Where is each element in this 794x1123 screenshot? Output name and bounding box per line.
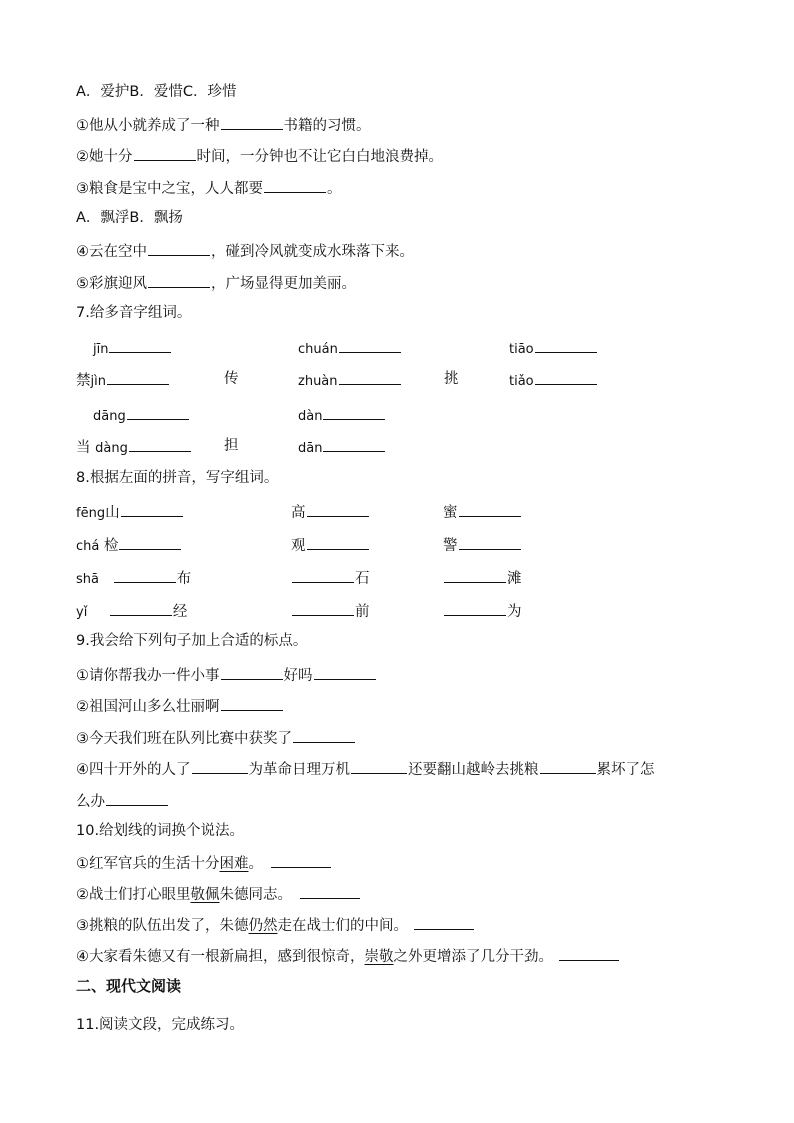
q7-tiao3: tiǎo [509, 369, 598, 392]
q8-shi: 石 [291, 567, 370, 589]
answer-blank[interactable] [134, 145, 196, 161]
q8-feng: fēng山 [76, 501, 184, 524]
q8-yi: yǐ 经 [76, 600, 187, 623]
answer-blank[interactable] [221, 695, 283, 711]
q9-title: 9.我会给下列句子加上合适的标点。 [76, 633, 308, 649]
q8-tan: 滩 [443, 567, 522, 589]
q7-chuan2: chuán [298, 337, 402, 360]
answer-blank[interactable] [292, 600, 354, 616]
q8-mi: 蜜 [443, 501, 522, 523]
q8-guan: 观 [291, 534, 370, 556]
q11-title: 11.阅读文段，完成练习。 [76, 1017, 245, 1033]
q8-sha: shā 布 [76, 567, 191, 590]
answer-blank[interactable] [300, 883, 360, 899]
answer-blank[interactable] [339, 337, 401, 353]
answer-blank[interactable] [351, 758, 407, 774]
q9-sentence-3: ③今天我们班在队列比赛中获奖了 [76, 727, 356, 749]
answer-blank[interactable] [110, 600, 172, 616]
q7-dan-char: 担 [224, 438, 239, 454]
answer-blank[interactable] [106, 790, 168, 806]
q7-chuan-char: 传 [224, 371, 239, 387]
q6-sentence-3: ③粮食是宝中之宝，人人都要 。 [76, 177, 342, 199]
q8-jing: 警 [443, 534, 522, 556]
answer-blank[interactable] [459, 534, 521, 550]
answer-blank[interactable] [109, 337, 171, 353]
q8-cha: chá 检 [76, 534, 182, 557]
q10-sentence-1: ①红军官兵的生活十分困难。 [76, 852, 332, 874]
answer-blank[interactable] [540, 758, 596, 774]
q8-wei: 为 [443, 600, 522, 622]
q10-sentence-4: ④大家看朱德又有一根新扁担，感到很惊奇，崇敬之外更增添了几分干劲。 [76, 945, 620, 967]
q9-sentence-2: ②祖国河山多么壮丽啊 [76, 695, 284, 717]
q7-tiao-char: 挑 [444, 371, 459, 387]
answer-blank[interactable] [119, 534, 181, 550]
answer-blank[interactable] [323, 404, 385, 420]
answer-blank[interactable] [292, 567, 354, 583]
answer-blank[interactable] [114, 567, 176, 583]
options-line-1: A．爱护B．爱惜C．珍惜 [76, 84, 237, 100]
answer-blank[interactable] [107, 369, 169, 385]
q7-jin1: jīn [93, 337, 172, 360]
q7-tiao1: tiāo [509, 337, 598, 360]
answer-blank[interactable] [307, 501, 369, 517]
q10-sentence-2: ②战士们打心眼里敬佩朱德同志。 [76, 883, 361, 905]
q6-sentence-1: ①他从小就养成了一种 书籍的习惯。 [76, 114, 371, 136]
answer-blank[interactable] [339, 369, 401, 385]
answer-blank[interactable] [221, 114, 283, 130]
answer-blank[interactable] [444, 567, 506, 583]
q7-dan1: dān [298, 436, 386, 459]
options-line-2: A．飘浮B．飘扬 [76, 210, 183, 226]
q10-title: 10.给划线的词换个说法。 [76, 823, 245, 839]
answer-blank[interactable] [148, 272, 210, 288]
q10-sentence-3: ③挑粮的队伍出发了，朱德仍然走在战士们的中间。 [76, 914, 475, 936]
q9-sentence-1: ①请你帮我办一件小事 好吗 [76, 664, 377, 686]
q9-sentence-4: ④四十开外的人了 为革命日理万机 还要翻山越岭去挑粮 累坏了怎 [76, 758, 655, 780]
answer-blank[interactable] [221, 664, 283, 680]
answer-blank[interactable] [293, 727, 355, 743]
q6-sentence-5: ⑤彩旗迎风 ，广场显得更加美丽。 [76, 272, 356, 294]
answer-blank[interactable] [192, 758, 248, 774]
answer-blank[interactable] [127, 404, 189, 420]
answer-blank[interactable] [264, 177, 326, 193]
q6-sentence-2: ②她十分 时间，一分钟也不让它白白地浪费掉。 [76, 145, 443, 167]
answer-blank[interactable] [535, 337, 597, 353]
answer-blank[interactable] [559, 945, 619, 961]
underlined-word: 敬佩 [190, 887, 220, 903]
answer-blank[interactable] [414, 914, 474, 930]
q7-dang1: dāng [93, 404, 190, 427]
answer-blank[interactable] [148, 240, 210, 256]
underlined-word: 崇敬 [364, 949, 394, 965]
answer-blank[interactable] [129, 436, 191, 452]
q6-sentence-4: ④云在空中 ，碰到冷风就变成水珠落下来。 [76, 240, 414, 262]
answer-blank[interactable] [121, 501, 183, 517]
underlined-word: 困难 [219, 856, 249, 872]
q8-gao: 高 [291, 501, 370, 523]
q7-zhuan4: zhuàn [298, 369, 402, 392]
answer-blank[interactable] [535, 369, 597, 385]
answer-blank[interactable] [314, 664, 376, 680]
q8-qian: 前 [291, 600, 370, 622]
underlined-word: 仍然 [248, 918, 278, 934]
q9-sentence-4-cont: 么办 [76, 790, 169, 812]
q7-dang-group: 当 dàng [76, 436, 192, 459]
q7-jin-group: 禁jìn [76, 369, 170, 392]
answer-blank[interactable] [271, 852, 331, 868]
q8-title: 8.根据左面的拼音，写字组词。 [76, 470, 279, 486]
answer-blank[interactable] [323, 436, 385, 452]
answer-blank[interactable] [459, 501, 521, 517]
section-heading: 二、现代文阅读 [76, 977, 182, 995]
q7-title: 7.给多音字组词。 [76, 305, 192, 321]
answer-blank[interactable] [444, 600, 506, 616]
answer-blank[interactable] [307, 534, 369, 550]
q7-dan4: dàn [298, 404, 386, 427]
